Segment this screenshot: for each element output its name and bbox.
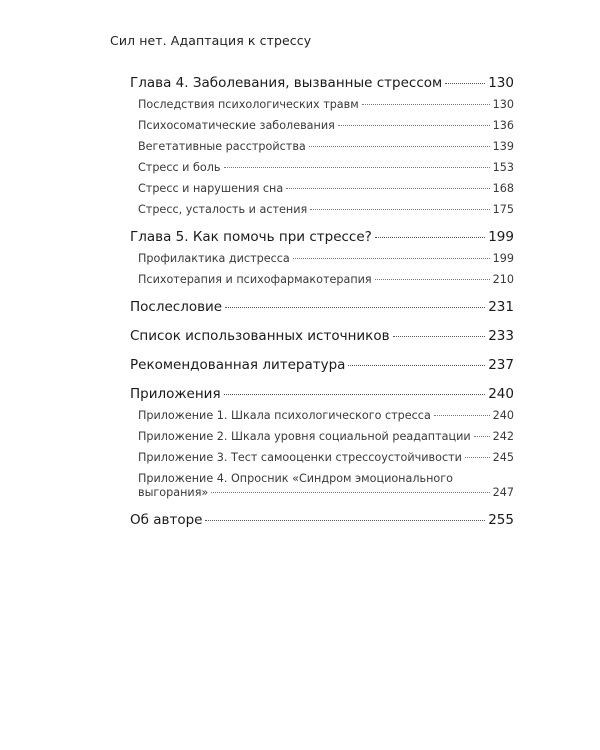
dot-leader [293, 258, 490, 259]
toc-entry-title: Приложения [130, 386, 221, 402]
toc-entry-title: Последствия психологических травм [138, 98, 359, 111]
toc-entry-page: 153 [492, 161, 514, 174]
dot-leader [362, 104, 490, 105]
toc-entry-title: Послесловие [130, 299, 223, 315]
toc-item[interactable] [130, 140, 514, 154]
toc-entry-page: 199 [488, 229, 514, 245]
toc-entry-page: 247 [492, 486, 514, 499]
toc-entry-page: 245 [492, 451, 514, 464]
toc-entry-title: Психотерапия и психофармакотерапия [138, 273, 372, 286]
dot-leader [393, 336, 486, 337]
dot-leader [205, 520, 485, 521]
dot-leader [211, 492, 489, 493]
toc-entry-title: Рекомендованная литература [130, 357, 346, 373]
toc-sources[interactable] [130, 328, 514, 345]
toc-item[interactable] [130, 119, 514, 133]
toc-entry-page: 139 [492, 140, 514, 153]
toc-item[interactable] [130, 451, 514, 465]
toc-chapter-5[interactable] [130, 229, 514, 246]
toc-entry-title-line1: Приложение 4. Опросник «Синдром эмоционального [138, 472, 453, 485]
toc-entry-page: 233 [488, 328, 514, 344]
toc-recommended[interactable] [130, 357, 514, 374]
table-of-contents [130, 75, 514, 535]
toc-entry-title: Вегетативные расстройства [138, 140, 306, 153]
toc-afterword[interactable] [130, 299, 514, 316]
toc-item[interactable] [130, 409, 514, 423]
toc-appendices[interactable] [130, 386, 514, 403]
toc-item-multiline[interactable] [130, 472, 514, 500]
toc-item[interactable] [130, 161, 514, 175]
toc-entry-page: 130 [488, 75, 514, 91]
toc-entry-title: Об авторе [130, 512, 203, 528]
dot-leader [434, 415, 490, 416]
dot-leader [338, 125, 490, 126]
toc-entry-title: Психосоматические заболевания [138, 119, 335, 132]
toc-item[interactable] [130, 430, 514, 444]
toc-entry-page: 210 [492, 273, 514, 286]
running-head: Сил нет. Адаптация к стрессу [110, 33, 312, 48]
toc-entry-title: Приложение 2. Шкала уровня социальной реадаптации [138, 430, 471, 443]
toc-item[interactable] [130, 252, 514, 266]
toc-entry-title: Глава 5. Как помочь при стрессе? [130, 229, 372, 245]
toc-entry-page: 255 [488, 512, 514, 528]
toc-entry-title: Профилактика дистресса [138, 252, 290, 265]
toc-about-author[interactable] [130, 512, 514, 529]
dot-leader [474, 436, 490, 437]
dot-leader [224, 167, 490, 168]
dot-leader [286, 188, 489, 189]
dot-leader [445, 83, 485, 84]
toc-entry-title: Стресс и боль [138, 161, 221, 174]
toc-entry-page: 231 [488, 299, 514, 315]
dot-leader [310, 209, 489, 210]
toc-entry-title: Стресс, усталость и астения [138, 203, 308, 216]
toc-entry-page: 240 [492, 409, 514, 422]
toc-entry-title: Приложение 3. Тест самооценки стрессоустойчивости [138, 451, 462, 464]
toc-entry-page: 175 [492, 203, 514, 216]
toc-entry-title: Список использованных источников [130, 328, 390, 344]
toc-entry-title: Глава 4. Заболевания, вызванные стрессом [130, 75, 443, 91]
toc-entry-page: 242 [492, 430, 514, 443]
dot-leader [225, 307, 485, 308]
toc-entry-page: 130 [492, 98, 514, 111]
dot-leader [465, 457, 490, 458]
toc-entry-title: Приложение 1. Шкала психологического стресса [138, 409, 431, 422]
toc-entry-page: 199 [492, 252, 514, 265]
dot-leader [375, 237, 485, 238]
toc-item[interactable] [130, 98, 514, 112]
toc-item[interactable] [130, 182, 514, 196]
toc-entry-page: 136 [492, 119, 514, 132]
toc-chapter-4[interactable] [130, 75, 514, 92]
toc-entry-page: 168 [492, 182, 514, 195]
toc-entry-title: Стресс и нарушения сна [138, 182, 284, 195]
toc-item[interactable] [130, 203, 514, 217]
dot-leader [348, 365, 485, 366]
toc-entry-title-line2: выгорания» [138, 486, 209, 499]
toc-entry-page: 237 [488, 357, 514, 373]
dot-leader [309, 146, 490, 147]
dot-leader [375, 279, 490, 280]
toc-entry-page: 240 [488, 386, 514, 402]
dot-leader [224, 394, 486, 395]
toc-item[interactable] [130, 273, 514, 287]
